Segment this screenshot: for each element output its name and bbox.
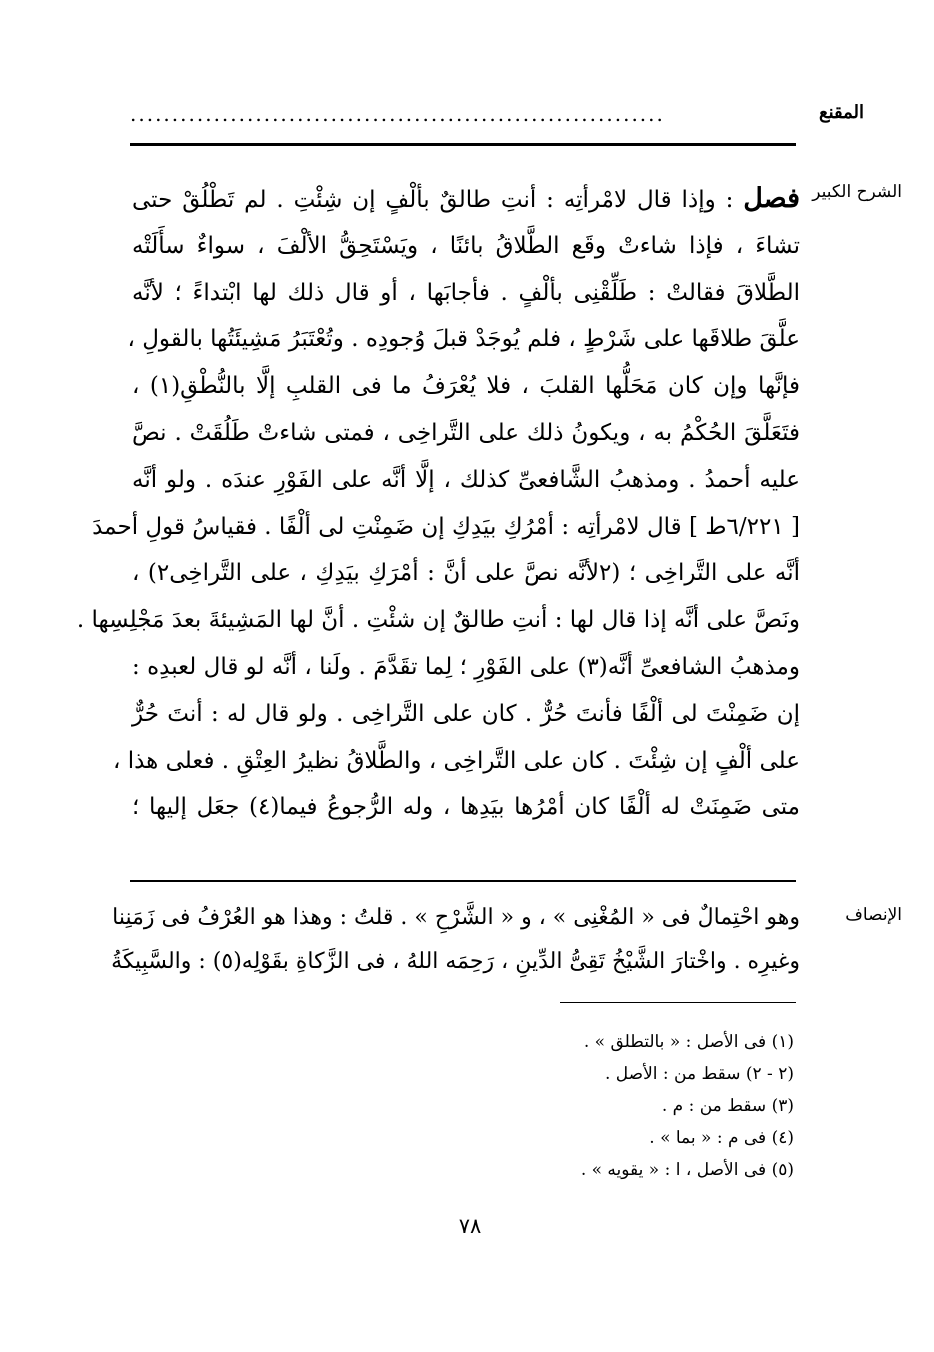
footnote-2: (٢ - ٢) سقط من : الأصل . [604,1064,794,1084]
section-divider [130,880,796,882]
main-line-13: على ألْفٍ إن شِئْتَ . كان على التَّراخِى ، والطَّلاقُ نظيرُ العِتْقِ . فعلى هذا ، [112,747,800,774]
main-line-11: ومذهبُ الشافعىِّ أنَّه(٣) على الفَوْرِ ؛ لِما تقَدَّمَ . ولَنا ، أنَّه لو قال لعبدِه : [132,653,800,680]
main-line-3: الطَّلاقَ فقالتْ : طَلِّقْنِى بألْفٍ . فأجابَها ، أو قال ذلك لها ابْتداءً ؛ لأنَّه [132,279,800,306]
main-line-2: تشاءَ ، فإذا شاءتْ وقَع الطَّلاقُ بائنًا ، ويَسْتَحِقُّ الألْفَ ، سواءٌ سأَلَتْه [132,232,800,259]
main-line-8: [ ٦/٢٢١ط ] قال لامْرأتِه : أمْرُكِ بيَدِكِ إن ضَمِنْتِ لى ألْفًا . فقياسُ قولِ أحمدَ [92,513,800,540]
main-line-14: متى ضَمِنَتْ له ألْفًا كان أمْرُها بيَدِها ، وله الرُّجوعُ فيما(٤) جعَل إليها ؛ [132,794,801,821]
fasl-heading: فصل [743,183,800,214]
insaf-line-1: وهو احْتِمالٌ فى « المُغْنِى » ، و « الشَّرْحِ » . قلتُ : وهذا هو العُرْفُ فى زَمَنِنا [112,905,800,930]
footnote-4: (٤) فى م : « بما » . [649,1128,794,1148]
footnote-5: (٥) فى الأصل ، ا : « يقويه » . [580,1160,794,1180]
footnote-rule [560,1002,796,1003]
insaf-line-2: وغيرِه . واخْتارَ الشَّيْخُ تَقِىُّ الدِّينِ ، رَحِمَه اللهُ ، فى الزَّكاةِ بقَوْلِه(٥) : والسَّبِيكَةُ [111,949,800,974]
main-line-9: أنَّه على التَّراخِى ؛ (٢لأنَّه نصَّ على أنَّ : أمْرَكِ بيَدِكِ ، على التَّراخِى٢) ، [132,560,801,587]
main-line-4: علَّقَ طلاقَها على شَرْطٍ ، فلم يُوجَدْ قبلَ وُجودِه . وتُعْتَبَرُ مَشِيئَتُها بالقولِ ، [127,326,800,353]
section-label-sharh: الشرح الكبير [812,182,902,202]
main-line-12: إن ضَمِنْتَ لى ألْفًا فأنتَ حُرٌّ . كان على التَّراخِى . ولو قال له : أنتَ حُرٌّ [132,700,800,727]
footnote-3: (٣) سقط من : م . [661,1096,794,1116]
page-number: ٧٨ [458,1214,482,1238]
main-line-5: فإنَّها وإن كان مَحَلُّها القلبَ ، فلا يُعْرَفُ ما فى القلبِ إلَّا بالنُّطْقِ(١) ، [132,373,800,400]
footnote-1: (١) فى الأصل : « بالتطلق » . [583,1032,794,1052]
header-dotted-leader: ................................................................ [130,102,665,126]
main-commentary [76,176,801,831]
main-line-1: فصل : وإذا قال لامْرأتِه : أنتِ طالقٌ بألْفٍ إن شِئْتِ . لم تَطْلُقْ حتى [132,183,800,214]
main-line-10: ونَصَّ على أنَّه إذا قال لها : أنتِ طالقٌ إن شئْتِ . أنَّ لها المَشِيئةَ بعدَ مَجْلِسِها . [76,607,800,634]
book-title: المقنع [818,102,864,123]
footnotes [294,1026,794,1186]
insaf-text [111,896,800,984]
main-line-7: عليه أحمدُ . ومذهبُ الشَّافعىِّ كذلك ، إلَّا أنَّه على الفَوْرِ عندَه . ولو أنَّه [132,466,800,493]
main-line-6: فتَعَلَّقَ الحُكْمُ به ، ويكونُ ذلك على التَّراخِى ، فمتى شاءتْ طَلُقَتْ . نصَّ [132,419,800,446]
section-label-insaf: الإنصاف [845,905,902,925]
header-rule [130,143,796,146]
